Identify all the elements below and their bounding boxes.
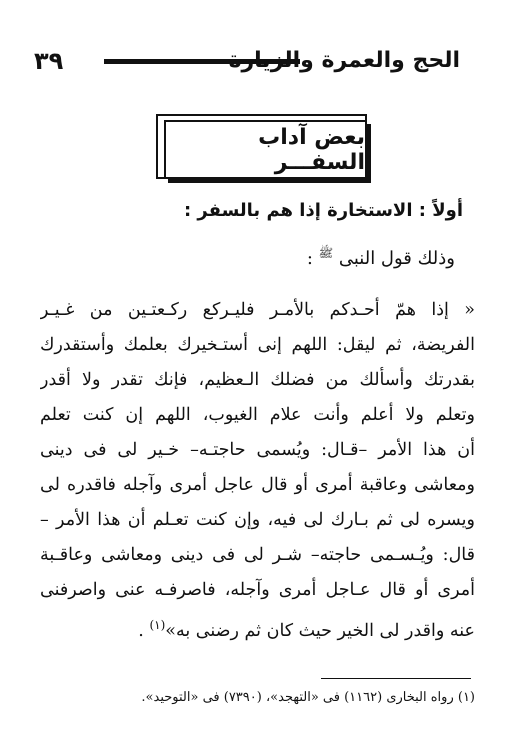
hadith-line: « إذا همّ أحـدكم بالأمـر فليـركع ركـعتـين من غـيـر <box>40 300 475 320</box>
hadith-text <box>40 293 475 649</box>
hadith-line: ومعاشى وعاقبة أمرى أو قال عاجل أمرى وآجله فاقدره لى <box>40 475 475 495</box>
hadith-line: الفريضة، ثم ليقل: اللهم إنى أستـخيرك بعلمك وأستقدرك <box>40 335 475 355</box>
intro-line <box>307 246 455 269</box>
hadith-line: ويسره لى ثم بـارك لى فيه، وإن كنت تعـلم أن هذا الأمر – <box>40 510 475 530</box>
footnote-divider <box>321 678 471 679</box>
hadith-line: وتعلم ولا أعلم وأنت علام الغيوب، اللهم إن كنت تعلم <box>40 405 475 425</box>
section-heading: أولاً : الاستخارة إذا هم بالسفر : <box>183 200 463 221</box>
page-number: ٣٩ <box>34 47 64 75</box>
intro-text: وذلك قول النبى <box>338 248 455 269</box>
hadith-last-line <box>40 608 475 649</box>
hadith-line: بقدرتك وأسألك من فضلك الـعظيم، فإنك تقدر ولا أقدر <box>40 370 475 390</box>
footnote: (١) رواه البخارى (١١٦٢) فى «التهجد»، (٧٣٩٠) فى «التوحيد». <box>141 690 475 705</box>
chapter-title-box <box>164 120 367 179</box>
chapter-title: بعض آداب السفـــر <box>258 124 365 175</box>
hadith-last-line-text: عنه واقدر لى الخير حيث كان ثم رضنى به» <box>165 620 475 641</box>
hadith-line: أن هذا الأمر –قـال: ويُسمى حاجتـه– خـير لى فى دينى <box>40 440 475 460</box>
running-header <box>30 46 460 82</box>
hadith-last-line-end: . <box>138 620 144 641</box>
hadith-line: أمرى أو قال عـاجل أمرى وآجله، فاصرفـه عنى واصرفنى <box>40 580 475 600</box>
footnote-marker[interactable]: (١) <box>149 618 166 632</box>
honorific-symbol: ﷺ <box>318 246 334 260</box>
hadith-line: قال: ويُـسـمى حاجته– شـر لى فى دينى ومعاشى وعاقـبة <box>40 545 475 565</box>
book-title: الحج والعمرة والزيارة <box>228 48 460 73</box>
intro-colon: : <box>306 248 313 269</box>
